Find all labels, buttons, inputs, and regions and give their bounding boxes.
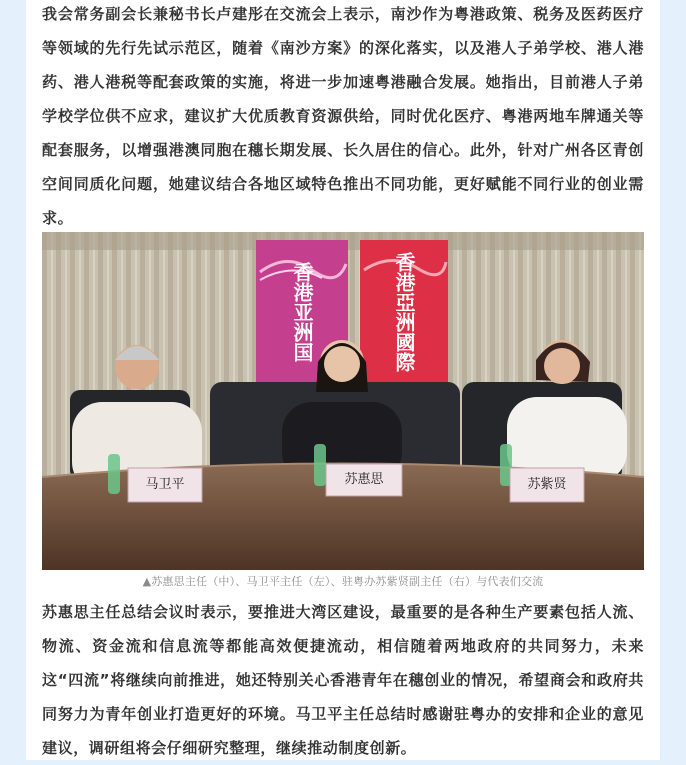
article-paragraph-2: 苏惠思主任总结会议时表示，要推进大湾区建设，最重要的是各种生产要素包括人流、物流、资金流和信息流等都能高效便捷流动，相信随着两地政府的共同努力，未来这“四流”将继续向前推进，她还特别关心香港青年在穗创业的情况，希望商会和政府共同努力为青年创业打造更好的环境。马卫平主任总结时感谢驻粤办的安排和企业的意见建议，调研组将会仔细研究整理，继续推动制度创新。	[42, 603, 644, 757]
meeting-photo	[42, 232, 644, 570]
nameplate-right	[510, 468, 584, 502]
nameplate-center-name: 苏惠思	[344, 472, 384, 487]
nameplate-right-name: 苏紫贤	[527, 477, 567, 492]
article-page	[26, 0, 660, 760]
nameplate-left-name: 马卫平	[145, 477, 185, 492]
banner-right-text: 香港亞洲國際	[392, 252, 416, 372]
banner-left-text: 香港亚洲国	[290, 262, 314, 362]
photo-caption: ▲苏惠思主任（中）、马卫平主任（左）、驻粤办苏紫贤副主任（右）与代表们交流	[142, 575, 544, 588]
article-paragraph-1: 我会常务副会长兼秘书长卢建彤在交流会上表示，南沙作为粤港政策、税务及医药医疗等领域的先行先试示范区，随着《南沙方案》的深化落实，以及港人子弟学校、港人港药、港人港税等配套政策的实施，将进一步加速粤港融合发展。她指出，目前港人子弟学校学位供不应求，建议扩大优质教育资源供给，同时优化医疗、粤港两地车牌通关等配套服务，以增强港澳同胞在穗长期发展、长久居住的信心。此外，针对广州各区青创空间同质化问题，她建议结合各地区域特色推出不同功能，更好赋能不同行业的创业需求。	[42, 5, 644, 227]
nameplate-center	[326, 464, 402, 496]
nameplate-left	[128, 468, 202, 502]
